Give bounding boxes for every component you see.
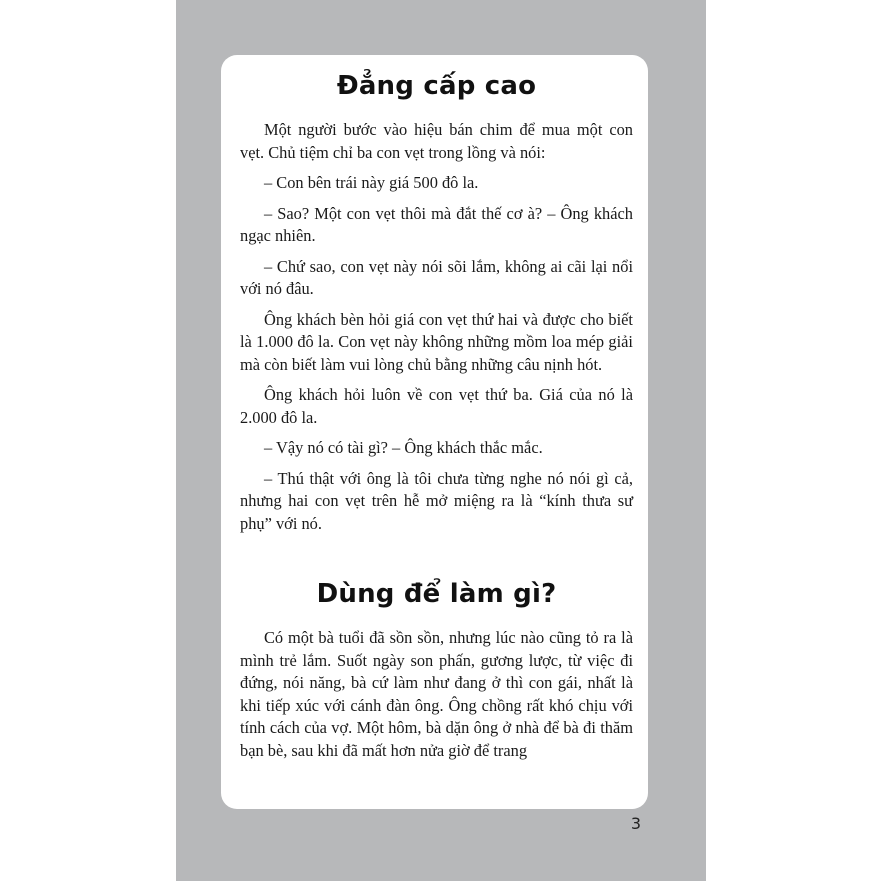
story-title-1: Đẳng cấp cao: [336, 71, 537, 101]
page-number: 3: [630, 814, 642, 833]
paragraph: Ông khách hỏi luôn về con vẹt thứ ba. Giá của nó là 2.000 đô la.: [240, 385, 633, 427]
content-card: [221, 55, 648, 809]
paragraph: – Sao? Một con vẹt thôi mà đắt thế cơ à? – Ông khách ngạc nhiên.: [240, 203, 633, 245]
paragraph: Một người bước vào hiệu bán chim để mua một con vẹt. Chủ tiệm chỉ ba con vẹt trong lồng và nói:: [240, 120, 633, 162]
paragraph: Có một bà tuổi đã sồn sồn, nhưng lúc nào cũng tỏ ra là mình trẻ lắm. Suốt ngày son phấn, gương lược, từ việc đi đứng, nói năng, bà cứ làm như đang ở thì con gái, nhất là khi tiếp xúc với cánh đàn ông. Ông chồng rất khó chịu với tính cách của vợ. Một hôm, bà dặn ông ở nhà để bà đi thăm bạn bè, sau khi đã mất hơn nửa giờ để trang: [240, 628, 633, 760]
paragraph: – Chứ sao, con vẹt này nói sõi lắm, không ai cãi lại nổi với nó đâu.: [240, 256, 633, 298]
story-title-2: Dùng để làm gì?: [316, 579, 557, 609]
card-content: [221, 55, 648, 762]
paragraph: – Con bên trái này giá 500 đô la.: [264, 173, 479, 192]
paragraph: – Thú thật với ông là tôi chưa từng nghe nó nói gì cả, nhưng hai con vẹt trên hễ mở miệng ra là “kính thưa sư phụ” với nó.: [240, 468, 633, 533]
book-page: [176, 0, 706, 881]
paragraph: Ông khách bèn hỏi giá con vẹt thứ hai và được cho biết là 1.000 đô la. Con vẹt này không những mồm loa mép giải mà còn biết làm vui lòng chủ bằng những câu nịnh hót.: [240, 309, 633, 374]
paragraph: – Vậy nó có tài gì? – Ông khách thắc mắc.: [264, 438, 543, 457]
